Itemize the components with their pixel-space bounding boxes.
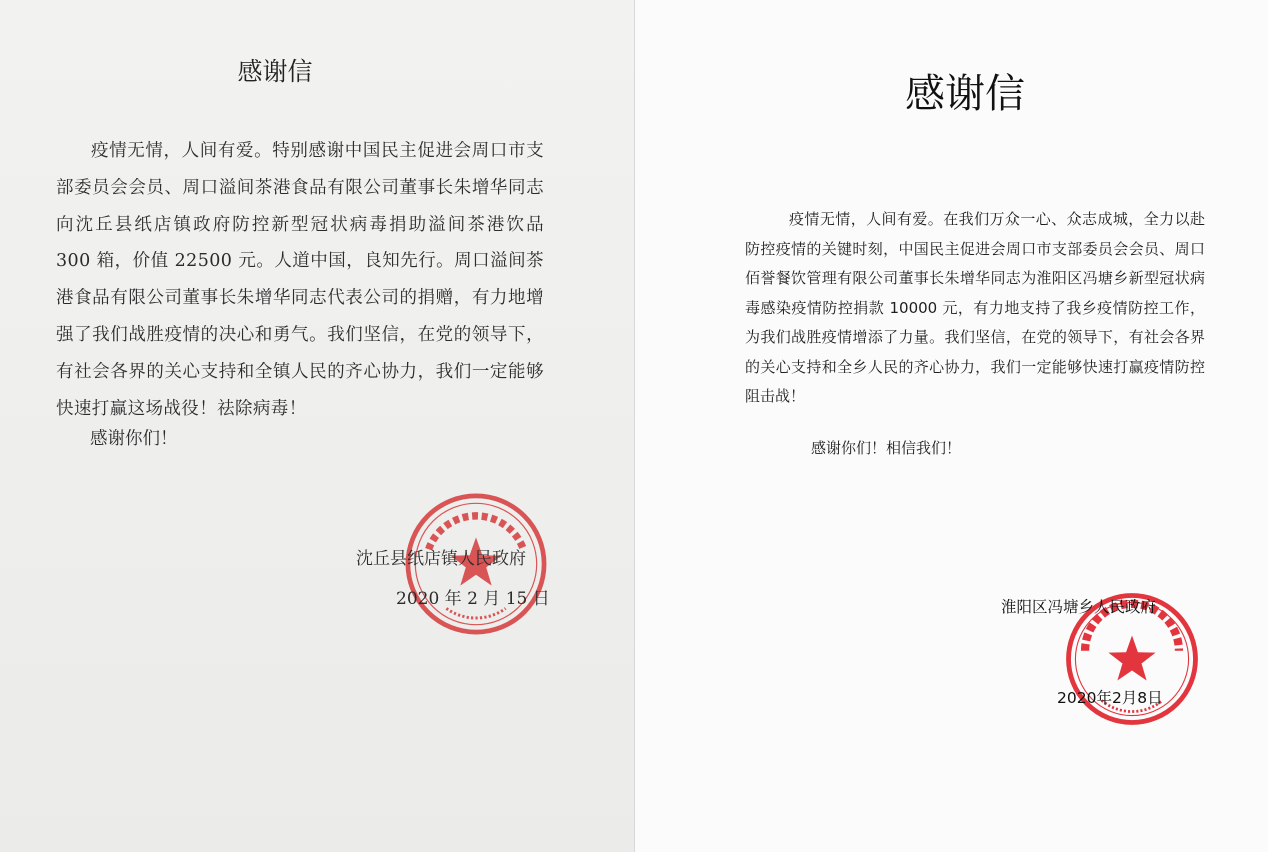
- letter-body: 疫情无情，人间有爱。在我们万众一心、众志成城，全力以赴防控疫情的关键时刻，中国民主促进会周口市支部委员会会员、周口佰誉餐饮管理有限公司董事长朱增华同志为淮阳区冯塘乡新型冠状病毒感染疫情防控捐款 10000 元，有力地支持了我乡疫情防控工作，为我们战胜疫情增添了力量。我们坚信，在党的领导下，有社会各界的关心支持和全乡人民的齐心协力，我们一定能够快速打赢疫情防控阻击战！: [745, 210, 1205, 405]
- right-letter: [634, 0, 1268, 852]
- letter-closing: 感谢你们！相信我们！: [811, 439, 962, 457]
- letter-body: 疫情无情，人间有爱。特别感谢中国民主促进会周口市支部委员会会员、周口溢间茶港食品有限公司董事长朱增华同志向沈丘县纸店镇政府防控新型冠状病毒捐助溢间茶港饮品 300 箱，价值 22500 元。人道中国，良知先行。周口溢间茶港食品有限公司董事长朱增华同志代表公司的捐赠，有力地增强了我们战胜疫情的决心和勇气。我们坚信，在党的领导下，有社会各界的关心支持和全镇人民的齐心协力，我们一定能够快速打赢这场战役！祛除病毒！: [56, 141, 544, 419]
- seal-bottom-marks: [446, 608, 505, 618]
- signature-date: 2020 年 2 月 15 日: [396, 589, 550, 609]
- signature-date: 2020年2月8日: [1057, 689, 1163, 707]
- signature-organization: 淮阳区冯塘乡人民政府: [1001, 598, 1157, 616]
- letter-closing: 感谢你们！: [90, 429, 178, 449]
- letter-title: 感谢信: [905, 71, 1025, 117]
- seal-star-icon: [1108, 636, 1155, 681]
- signature-organization: 沈丘县纸店镇人民政府: [356, 549, 526, 569]
- letter-title: 感谢信: [237, 57, 313, 86]
